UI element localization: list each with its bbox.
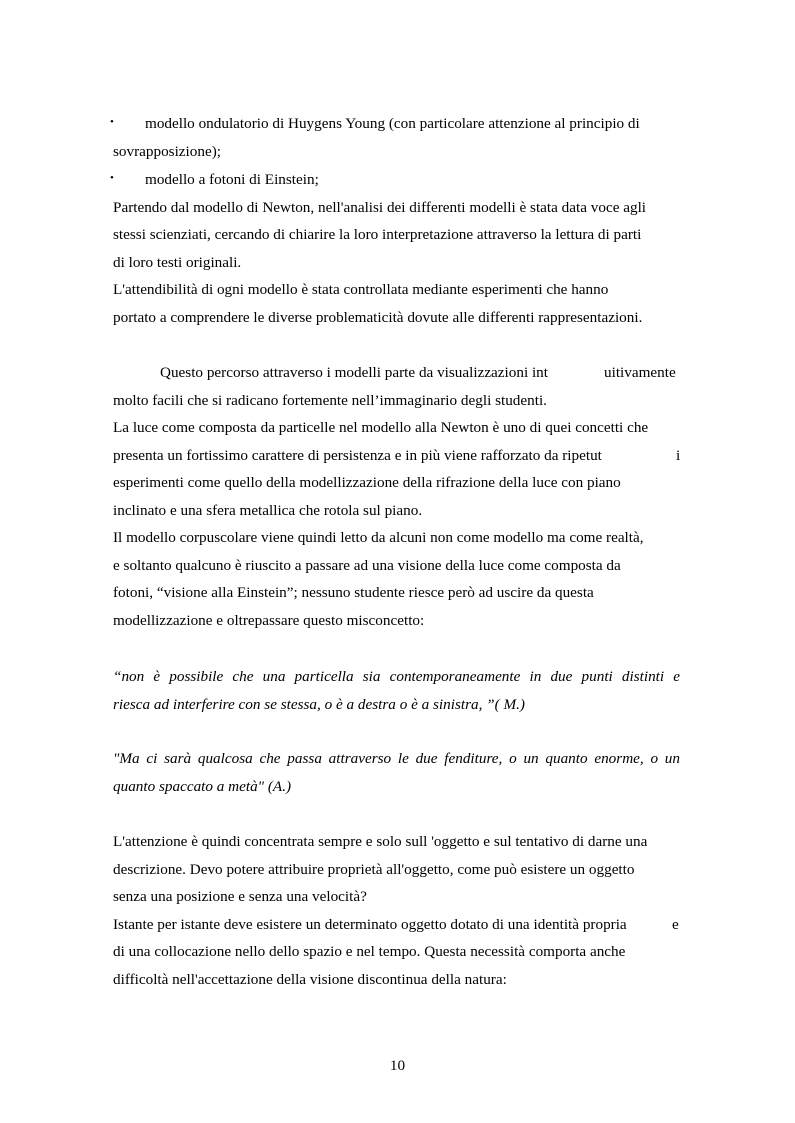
paragraph-line: portato a comprendere le diverse problematicità dovute alle differenti rappresentazioni.	[113, 309, 643, 326]
paragraph-line: Il modello corpuscolare viene quindi letto da alcuni non come modello ma come realtà,	[113, 529, 644, 546]
paragraph-line: presenta un fortissimo carattere di persistenza e in più viene rafforzato da ripetut	[113, 447, 602, 464]
student-quote: "Ma ci sarà qualcosa che passa attraverso le due fenditure, o un quanto enorme, o un	[113, 750, 680, 767]
paragraph-line: difficoltà nell'accettazione della visione discontinua della natura:	[113, 971, 507, 988]
bullet-item-einstein: modello a fotoni di Einstein;	[145, 171, 319, 188]
paragraph-line: senza una posizione e senza una velocità?	[113, 888, 367, 905]
paragraph-line: Questo percorso attraverso i modelli parte da visualizzazioni int	[160, 364, 548, 381]
student-quote: “non è possibile che una particella sia contemporaneamente in due punti distinti e	[113, 668, 680, 685]
student-quote-cont: quanto spaccato a metà" (A.)	[113, 778, 292, 795]
paragraph-line: di una collocazione nello dello spazio e nel tempo. Questa necessità comporta anche	[113, 943, 626, 960]
paragraph-line: i	[676, 447, 681, 464]
paragraph-line: stessi scienziati, cercando di chiarire la loro interpretazione attraverso la lettura di parti	[113, 226, 642, 243]
bullet-marker: •	[110, 172, 114, 184]
paragraph-line: Istante per istante deve esistere un determinato oggetto dotato di una identità propria	[113, 916, 627, 933]
bullet-marker: •	[110, 116, 114, 128]
paragraph-line: esperimenti come quello della modellizzazione della rifrazione della luce con piano	[113, 474, 621, 491]
page-number: 10	[389, 1057, 406, 1074]
paragraph-line: La luce come composta da particelle nel modello alla Newton è uno di quei concetti che	[113, 419, 649, 436]
paragraph-line: e soltanto qualcuno è riuscito a passare ad una visione della luce come composta da	[113, 557, 621, 574]
paragraph-line: uitivamente	[604, 364, 676, 381]
paragraph-line: descrizione. Devo potere attribuire proprietà all'oggetto, come può esistere un oggetto	[113, 861, 635, 878]
bullet-item-huygens: modello ondulatorio di Huygens Young (con particolare attenzione al principio di	[145, 115, 640, 132]
paragraph-line: inclinato e una sfera metallica che rotola sul piano.	[113, 502, 423, 519]
paragraph-line: modellizzazione e oltrepassare questo misconcetto:	[113, 612, 425, 629]
paragraph-line: fotoni, “visione alla Einstein”; nessuno studente riesce però ad uscire da questa	[113, 584, 594, 601]
paragraph-line: e	[672, 916, 679, 933]
student-quote-cont: riesca ad interferire con se stessa, o è a destra o è a sinistra, ”( M.)	[113, 696, 525, 713]
paragraph-line: Partendo dal modello di Newton, nell'analisi dei differenti modelli è stata data voce agli	[113, 199, 647, 216]
bullet-item-huygens-cont: sovrapposizione);	[113, 143, 221, 160]
paragraph-line: di loro testi originali.	[113, 254, 242, 271]
paragraph-line: L'attenzione è quindi concentrata sempre e solo sull 'oggetto e sul tentativo di darne una	[113, 833, 648, 850]
paragraph-line: L'attendibilità di ogni modello è stata controllata mediante esperimenti che hanno	[113, 281, 609, 298]
paragraph-line: molto facili che si radicano fortemente nell’immaginario degli studenti.	[113, 392, 547, 409]
